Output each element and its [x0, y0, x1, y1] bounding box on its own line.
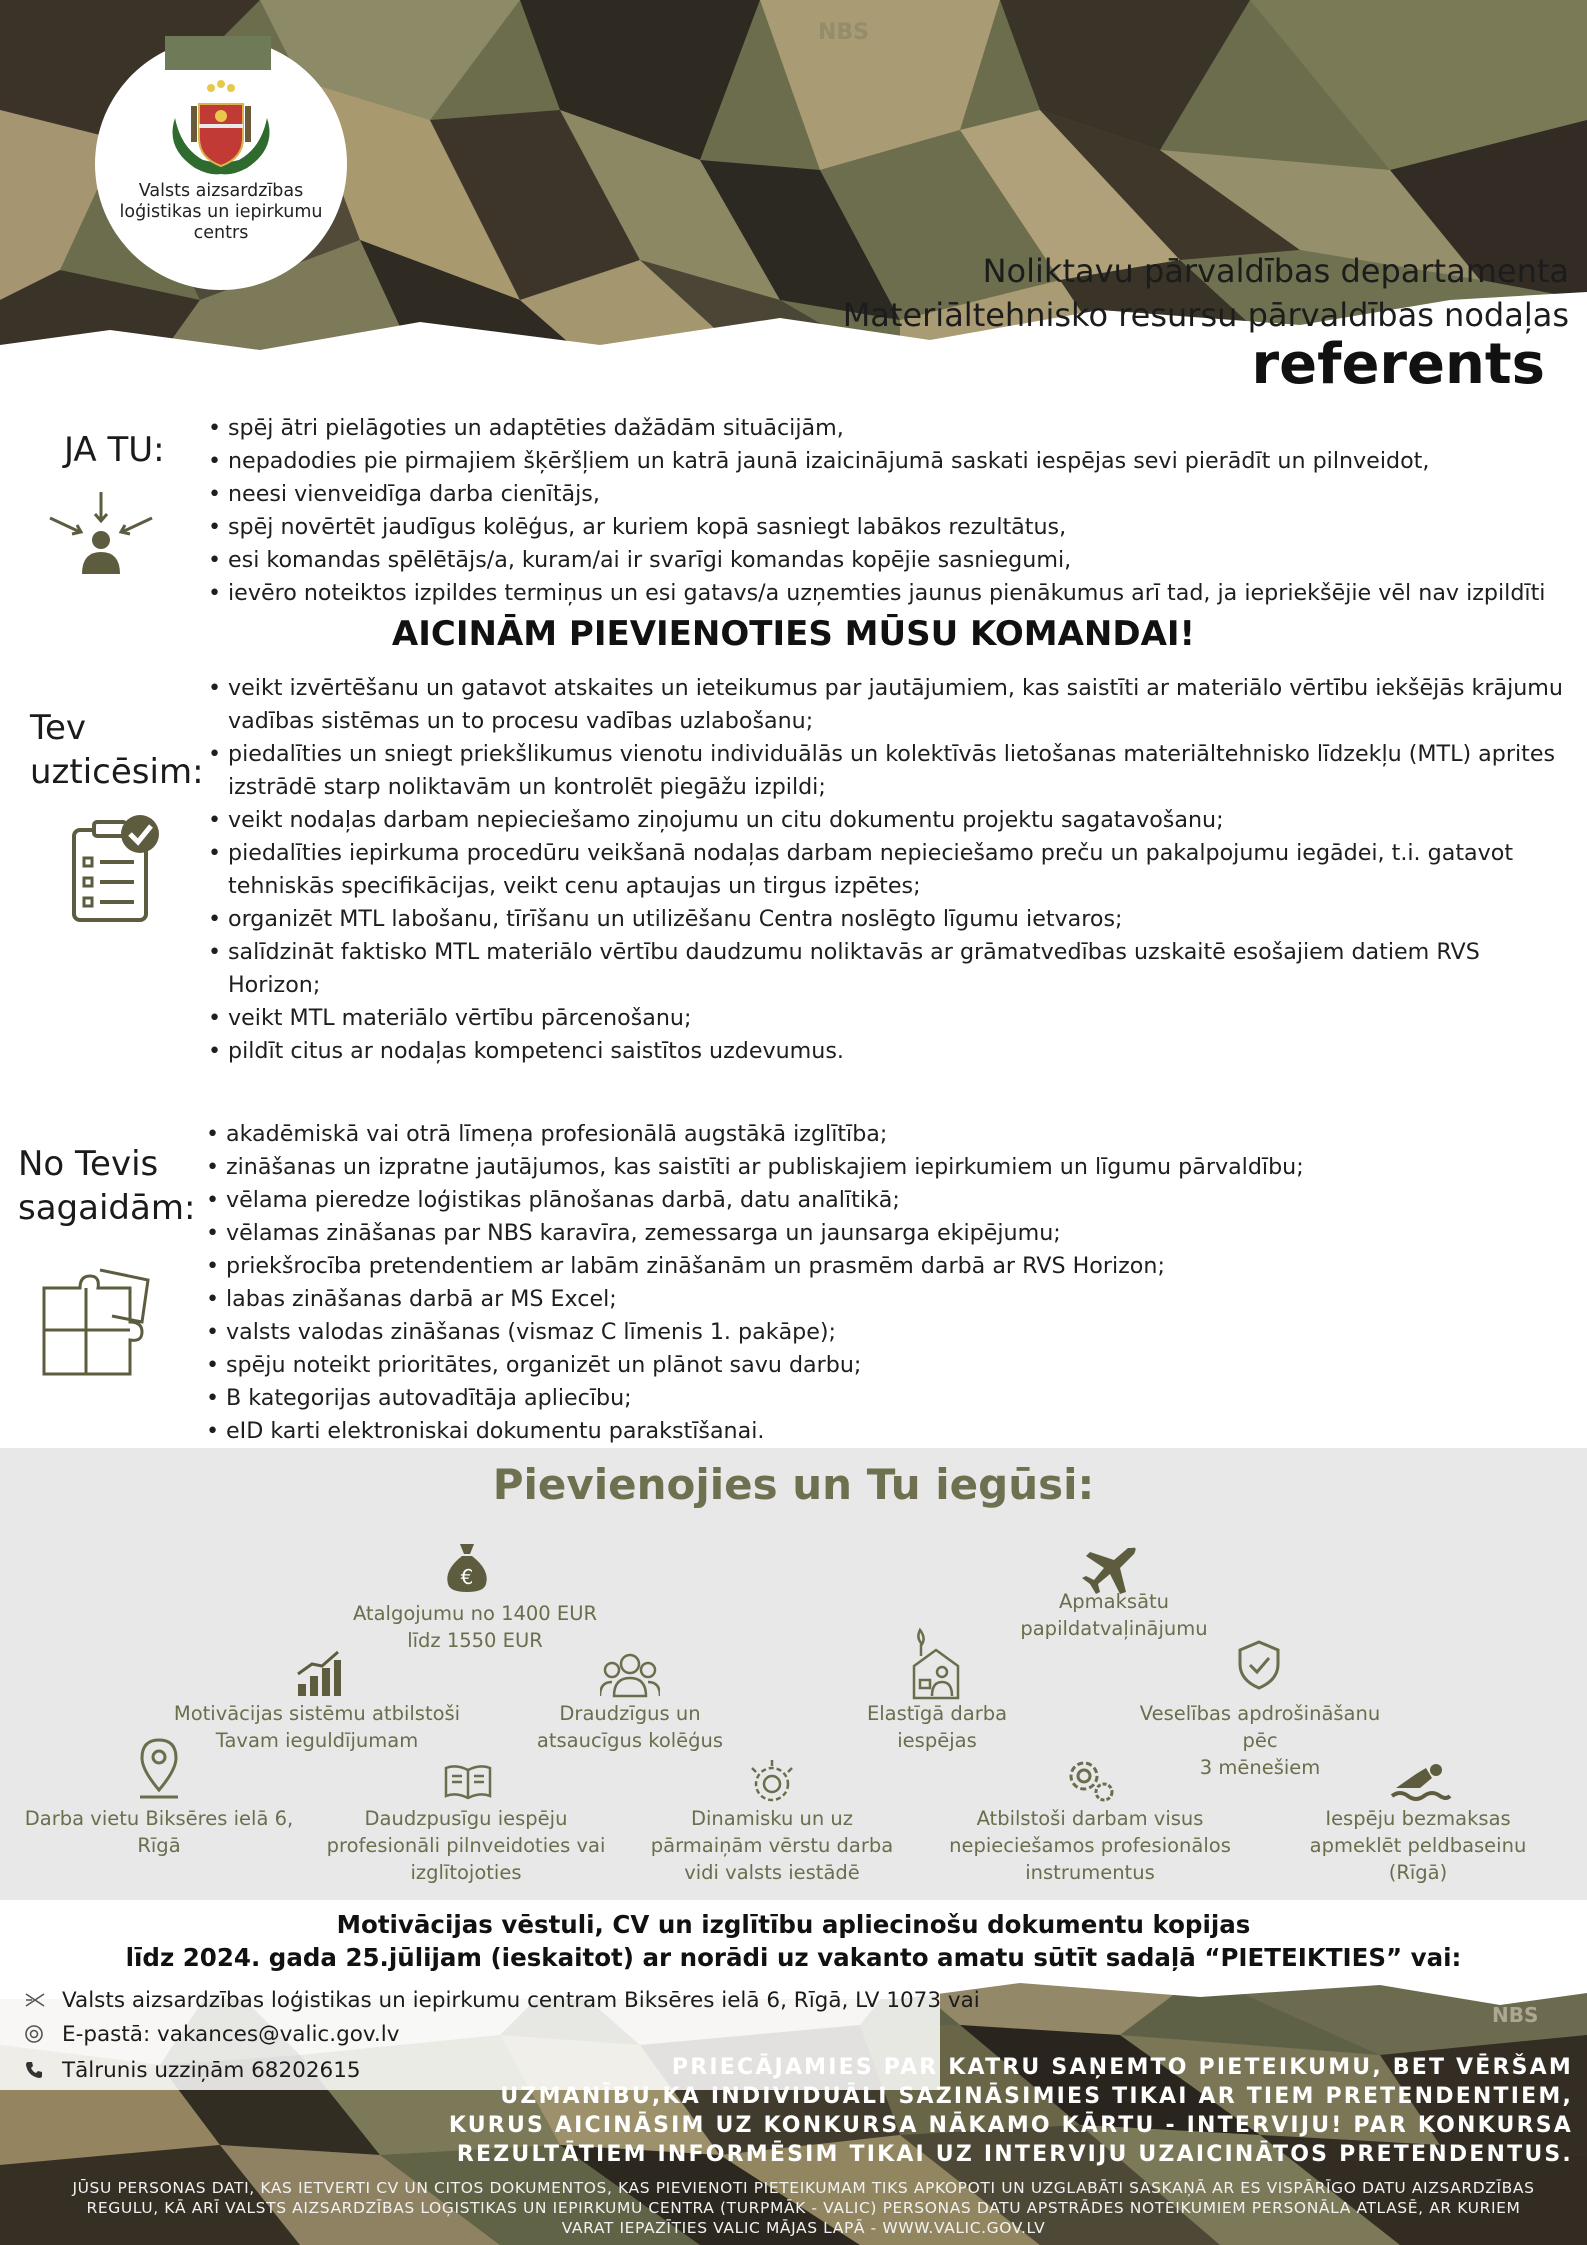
gears-icon: [1062, 1754, 1116, 1804]
list-item: • labas zināšanas darbā ar MS Excel;: [206, 1283, 1304, 1316]
selection-notice: PRIECĀJAMIES PAR KATRU SAŅEMTO PIETEIKUMU, BET VĒRŠAM UZMANĪBU,KA INDIVIDUĀLI SAZINĀSIMIES TIKAI AR TIEM PRETENDENTIEM, KURUS AICINĀSIM UZ KONKURSA NĀKAMO KĀRTU - INTERVIJU! PAR KONKURSA REZULTĀTIEM INFORMĒSIM TIKAI UZ INTERVIJU UZAICINĀTOS PRETENDENTUS.: [448, 2055, 1573, 2167]
list-item: • spēj ātri pielāgoties un adaptēties dažādām situācijām,: [208, 412, 1545, 445]
colleagues-icon: [600, 1650, 660, 1700]
mail-post-icon: [24, 1992, 46, 2008]
benefit-tools: Atbilstoši darbam visus nepieciešamos profesionālos instrumentus: [949, 1807, 1231, 1884]
list-item: • nepadodies pie pirmajiem šķēršļiem un katrā jaunā izaicinājumā saskati iespējas sevi pierādīt un pilnveidot,: [208, 445, 1545, 478]
benefits-title: Pievienojies un Tu iegūsi:: [492, 1460, 1095, 1509]
no-tevis-list: [206, 1118, 1304, 1448]
agency-logo: [95, 38, 347, 290]
list-item: • eID karti elektroniskai dokumentu parakstīšanai.: [206, 1415, 1304, 1448]
list-item: • organizēt MTL labošanu, tīrīšanu un utilizēšanu Centra noslēgto līgumu ietvaros;: [208, 903, 1563, 936]
benefit-dynamic-environment: Dinamisku un uz pārmaiņām vērstu darba vidi valsts iestādē: [650, 1807, 894, 1884]
list-item: • veikt nodaļas darbam nepieciešamo ziņojumu un citu dokumentu projektu sagatavošanu;: [208, 804, 1563, 837]
list-item: • ievēro noteiktos izpildes termiņus un esi gatavs/a uzņemties jaunus pienākumus arī tad, ja iepriekšējie vēl nav izpildīti: [208, 577, 1545, 610]
list-item: • esi komandas spēlētājs/a, kuram/ai ir svarīgi komandas kopējie sasniegumi,: [208, 544, 1545, 577]
list-item: • vēlamas zināšanas par NBS karavīra, zemessarga un jaunsarga ekipējumu;: [206, 1217, 1304, 1250]
apply-instructions-line2: līdz 2024. gada 25.jūlijam (ieskaitot) ar norādi uz vakanto amatu sūtīt sadaļā “PIETEIKTIES” vai:: [125, 1943, 1462, 1972]
list-item: • zināšanas un izpratne jautājumos, kas saistīti ar publiskajiem iepirkumiem un līgumu pārvaldību;: [206, 1151, 1304, 1184]
list-item: • B kategorijas autovadītāja apliecību;: [206, 1382, 1304, 1415]
benefit-flexible-work: Elastīgā darba iespējas: [866, 1702, 1008, 1752]
shield-check-icon: [1238, 1640, 1280, 1690]
list-item: • pildīt citus ar nodaļas kompetenci saistītos uzdevumus.: [208, 1035, 1563, 1068]
list-item: • veikt MTL materiālo vērtību pārcenošanu;: [208, 1002, 1563, 1035]
contact-email: E-pastā: vakances@valic.gov.lv: [62, 2022, 400, 2047]
contact-address: Valsts aizsardzības loģistikas un iepirkumu centram Biksēres ielā 6, Rīgā, LV 1073 vai: [62, 1988, 980, 2013]
benefit-salary: Atalgojumu no 1400 EUR līdz 1550 EUR: [352, 1602, 598, 1652]
list-item: • piedalīties iepirkuma procedūru veikšanā nodaļas darbam nepieciešamo preču un pakalpojumu iegādei, t.i. gatavot tehniskās specifikācijas, veikt cenu aptaujas un tirgus izpētes;: [208, 837, 1563, 903]
job-title-main: referents: [1251, 332, 1545, 397]
list-item: • salīdzināt faktisko MTL materiālo vērtību daudzumu noliktavās ar grāmatvedības uzskaitē esošajiem datiem RVS Horizon;: [208, 936, 1563, 1002]
list-item: • vēlama pieredze loģistikas plānošanas darbā, datu analītikā;: [206, 1184, 1304, 1217]
person-focus-icon: [46, 490, 156, 576]
benefit-colleagues: Draudzīgus un atsaucīgus kolēģus: [536, 1702, 724, 1752]
list-item: • neesi vienveidīga darba cienītājs,: [208, 478, 1545, 511]
privacy-notice: JŪSU PERSONAS DATI, KAS IETVERTI CV UN CITOS DOKUMENTOS, KAS PIEVIENOTI PIETEIKUMAM TIKS APKOPOTI UN UZGLABĀTI SASKAŅĀ AR ES VISPĀRĪGO DATU AIZSARDZĪBAS REGULU, KĀ ARĪ VALSTS AIZSARDZĪBAS LOĢISTIKAS UN IEPIRKUMU CENTRA (TURPMĀK - VALIC) PERSONAS DATU APSTRĀDES NOTEIKUMIEM PERSONĀLA ATLASĒ, AR KURIEM VARAT IEPAZĪTIES VALIC MĀJAS LAPĀ - WWW.VALIC.GOV.LV: [72, 2179, 1535, 2237]
apply-instructions-line1: Motivācijas vēstuli, CV un izglītību apliecinošu dokumentu kopijas: [336, 1910, 1251, 1939]
book-icon: [442, 1762, 494, 1802]
benefit-motivation: Motivācijas sistēmu atbilstoši Tavam ieguldījumam: [173, 1702, 461, 1752]
list-item: • spēju noteikt prioritātes, organizēt un plānot savu darbu;: [206, 1349, 1304, 1382]
innovation-gear-icon: [746, 1758, 798, 1808]
benefit-swimming-pool: Iespēju bezmaksas apmeklēt peldbaseinu (Rīgā): [1309, 1807, 1527, 1884]
list-item: • akadēmiskā vai otrā līmeņa profesionālā augstākā izglītība;: [206, 1118, 1304, 1151]
at-sign-icon: [24, 2024, 44, 2044]
list-item: • piedalīties un sniegt priekšlikumus vienotu individuālās un kolektīvās lietošanas materiāltehnisko līdzekļu (MTL) aprites izstrādē starp noliktavām un kontrolēt piegāžu izpildi;: [208, 738, 1563, 804]
team-invitation-heading: AICINĀM PIEVIENOTIES MŪSU KOMANDAI!: [391, 614, 1196, 654]
phone-icon: [24, 2060, 44, 2080]
list-item: • spēj novērtēt jaudīgus kolēģus, ar kuriem kopā sasniegt labākos rezultātus,: [208, 511, 1545, 544]
list-item: • valsts valodas zināšanas (vismaz C līmenis 1. pakāpe);: [206, 1316, 1304, 1349]
ja-tu-list: [208, 412, 1545, 610]
puzzle-icon: [40, 1266, 156, 1380]
tev-uzticesim-label: Tev uzticēsim:: [30, 708, 204, 792]
list-item: • veikt izvērtēšanu un gatavot atskaites un ieteikumus par jautājumiem, kas saistīti ar materiālo vērtību iekšējās krājumu vadības sistēmas un to procesu vadības uzlabošanu;: [208, 672, 1563, 738]
logo-tab: [165, 36, 271, 70]
svg-text:€: €: [460, 1565, 474, 1589]
logo-text: Valsts aizsardzības loģistikas un iepirkumu centrs: [119, 181, 323, 243]
checklist-icon: [70, 814, 164, 924]
swimmer-icon: [1390, 1760, 1452, 1804]
nbs-watermark: NBS: [818, 20, 870, 45]
benefit-health-insurance: Veselības apdrošināšanu pēc 3 mēnešiem: [1139, 1702, 1381, 1779]
list-item: • priekšrocība pretendentiem ar labām zināšanām un prasmēm darbā ar RVS Horizon;: [206, 1250, 1304, 1283]
job-title-line1: Noliktavu pārvaldības departamenta: [982, 252, 1569, 290]
tev-uzticesim-list: [208, 672, 1563, 1068]
ja-tu-label: JA TU:: [64, 430, 165, 470]
benefit-work-location: Darba vietu Biksēres ielā 6, Rīgā: [24, 1807, 294, 1857]
benefit-professional-growth: Daudzpusīgu iespēju profesionāli pilnveidoties vai izglītojoties: [326, 1807, 606, 1884]
no-tevis-label: No Tevis sagaidām:: [18, 1144, 196, 1228]
job-title-line2: Materiāltehnisko resursu pārvaldības nodaļas: [842, 296, 1569, 334]
benefit-vacation: Apmaksātu papildatvaļinājumu: [1020, 1590, 1208, 1640]
money-bag-icon: [444, 1540, 490, 1594]
growth-chart-icon: [296, 1650, 342, 1698]
home-office-icon: [912, 1626, 960, 1700]
coat-of-arms-icon: [165, 78, 277, 178]
contact-phone: Tālrunis uzziņām 68202615: [62, 2058, 361, 2083]
nbs-watermark-footer: NBS: [1492, 2003, 1539, 2027]
